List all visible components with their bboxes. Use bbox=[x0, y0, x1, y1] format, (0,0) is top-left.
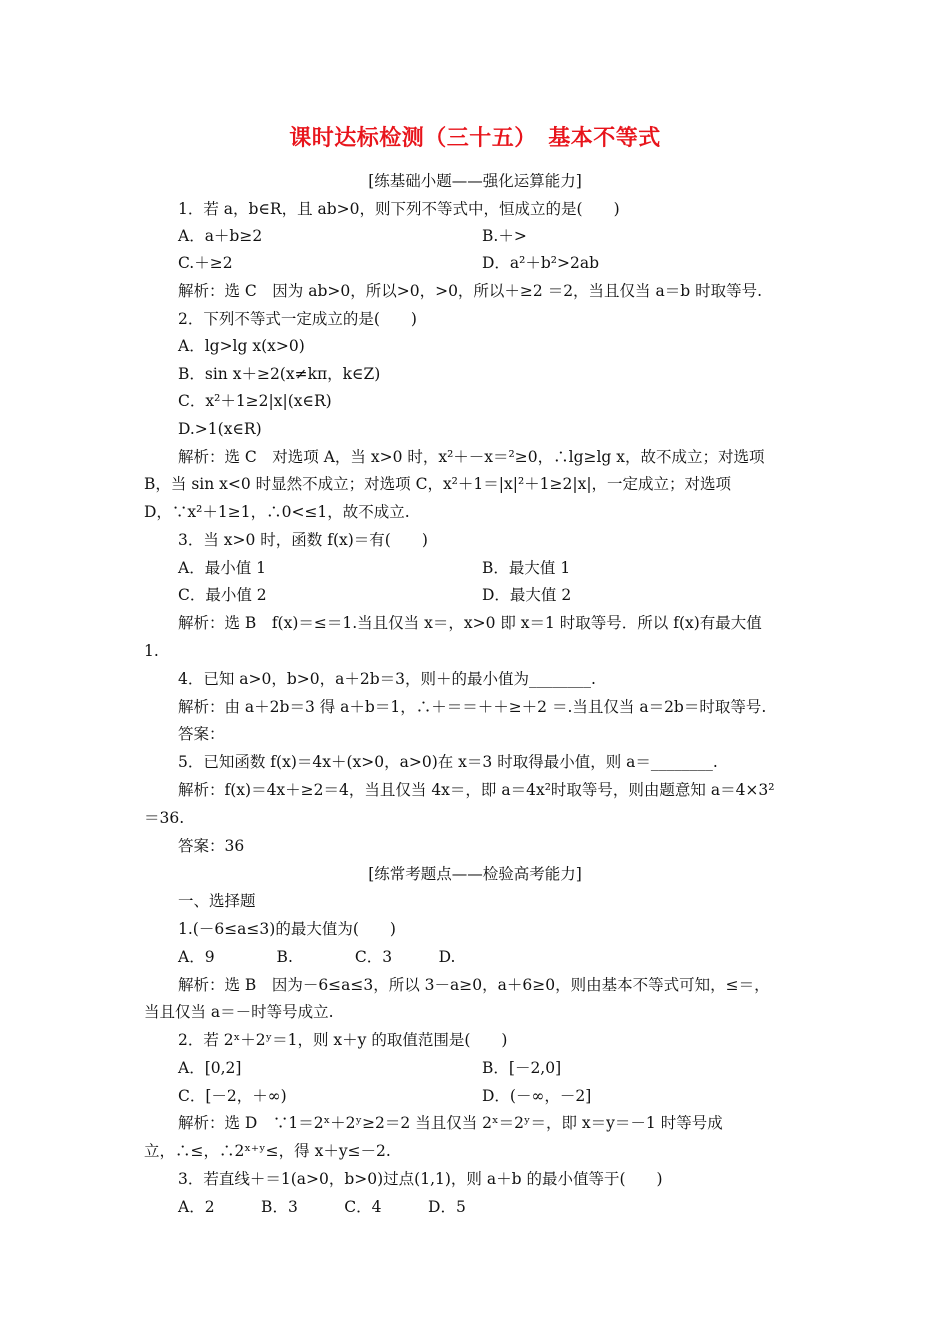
text-line: 解析：选 D ∵1＝2ˣ＋2ʸ≥2＝2 当且仅当 2ˣ＝2ʸ＝，即 x＝y＝－1 时等号成 bbox=[178, 1114, 723, 1132]
text-line: A．2 B．3 C．4 D．5 bbox=[178, 1198, 466, 1216]
text-line: C．x²＋1≥2|x|(x∈R) bbox=[178, 392, 332, 410]
text-line: A．lg>lg x(x>0) bbox=[178, 337, 305, 355]
text-line: 解析：由 a＋2b＝3 得 a＋b＝1，∴＋＝＝＋＋≥＋2 ＝.当且仅当 a＝2b＝时取等号. bbox=[178, 698, 767, 716]
text-line: A．9 B. C．3 D. bbox=[178, 948, 456, 966]
text-line: 立，∴≤，∴2ˣ⁺ʸ≤，得 x＋y≤－2. bbox=[144, 1142, 391, 1160]
text-line: 解析：选 C 对选项 A，当 x>0 时，x²＋－x＝²≥0，∴lg≥lg x，故不成立；对选项 bbox=[178, 448, 765, 466]
text-line: B，当 sin x<0 时显然不成立；对选项 C，x²＋1＝|x|²＋1≥2|x|，一定成立；对选项 bbox=[144, 475, 732, 493]
text-line: 当且仅当 a＝－时等号成立. bbox=[144, 1003, 334, 1021]
section-header-basic: [练基础小题——强化运算能力] bbox=[368, 172, 582, 190]
page-title: 课时达标检测（三十五） 基本不等式 bbox=[289, 126, 661, 151]
text-line: 解析：选 B f(x)＝≤＝1.当且仅当 x＝，x>0 即 x＝1 时取等号．所以 f(x)有最大值 bbox=[178, 614, 762, 632]
text-line: 1.(－6≤a≤3)的最大值为( ) bbox=[178, 920, 396, 938]
text-line: 3．若直线＋＝1(a>0，b>0)过点(1,1)，则 a＋b 的最小值等于( ) bbox=[178, 1170, 663, 1188]
text-line: C．[－2，＋∞) bbox=[178, 1087, 287, 1105]
text-line: 解析：选 B 因为－6≤a≤3，所以 3－a≥0，a＋6≥0，则由基本不等式可知，≤＝， bbox=[178, 976, 770, 994]
text-line: D．最大值 2 bbox=[482, 586, 572, 604]
section-header-exam: [练常考题点——检验高考能力] bbox=[368, 865, 582, 883]
text-line: 1. bbox=[144, 642, 159, 660]
text-line: 3．当 x>0 时，函数 f(x)＝有( ) bbox=[178, 531, 428, 549]
text-line: C.＋≥2 bbox=[178, 254, 233, 272]
text-line: A．最小值 1 bbox=[178, 559, 266, 577]
text-line: C．最小值 2 bbox=[178, 586, 267, 604]
text-line: 答案：36 bbox=[178, 837, 245, 855]
text-line: 2．下列不等式一定成立的是( ) bbox=[178, 310, 417, 328]
text-line: 1．若 a，b∈R，且 ab>0，则下列不等式中，恒成立的是( ) bbox=[178, 200, 620, 218]
text-line: A．a＋b≥2 bbox=[178, 227, 263, 245]
text-line: 一、选择题 bbox=[178, 892, 256, 910]
text-line: D.>1(x∈R) bbox=[178, 420, 262, 438]
text-line: D．a²＋b²>2ab bbox=[482, 254, 600, 272]
text-line: B.＋> bbox=[482, 227, 527, 245]
text-line: A．[0,2] bbox=[178, 1059, 242, 1077]
text-line: 5．已知函数 f(x)＝4x＋(x>0，a>0)在 x＝3 时取得最小值，则 a＝________. bbox=[178, 753, 718, 771]
text-line: B．[－2,0] bbox=[482, 1059, 562, 1077]
text-line: B．sin x＋≥2(x≠kπ，k∈Z) bbox=[178, 365, 381, 383]
text-line: 答案： bbox=[178, 725, 225, 743]
text-line: D．(－∞，－2] bbox=[482, 1087, 592, 1105]
text-line: ＝36. bbox=[144, 809, 185, 827]
text-line: B．最大值 1 bbox=[482, 559, 571, 577]
text-line: 解析：f(x)＝4x＋≥2＝4，当且仅当 4x＝，即 a＝4x²时取等号，则由题意知 a＝4×3² bbox=[178, 781, 775, 799]
text-line: 2．若 2ˣ＋2ʸ＝1，则 x＋y 的取值范围是( ) bbox=[178, 1031, 508, 1049]
text-line: D，∵x²＋1≥1，∴0<≤1，故不成立. bbox=[144, 503, 410, 521]
text-line: 4．已知 a>0，b>0，a＋2b＝3，则＋的最小值为________. bbox=[178, 670, 596, 688]
text-line: 解析：选 C 因为 ab>0，所以>0，>0，所以＋≥2 ＝2，当且仅当 a＝b 时取等号. bbox=[178, 282, 763, 300]
